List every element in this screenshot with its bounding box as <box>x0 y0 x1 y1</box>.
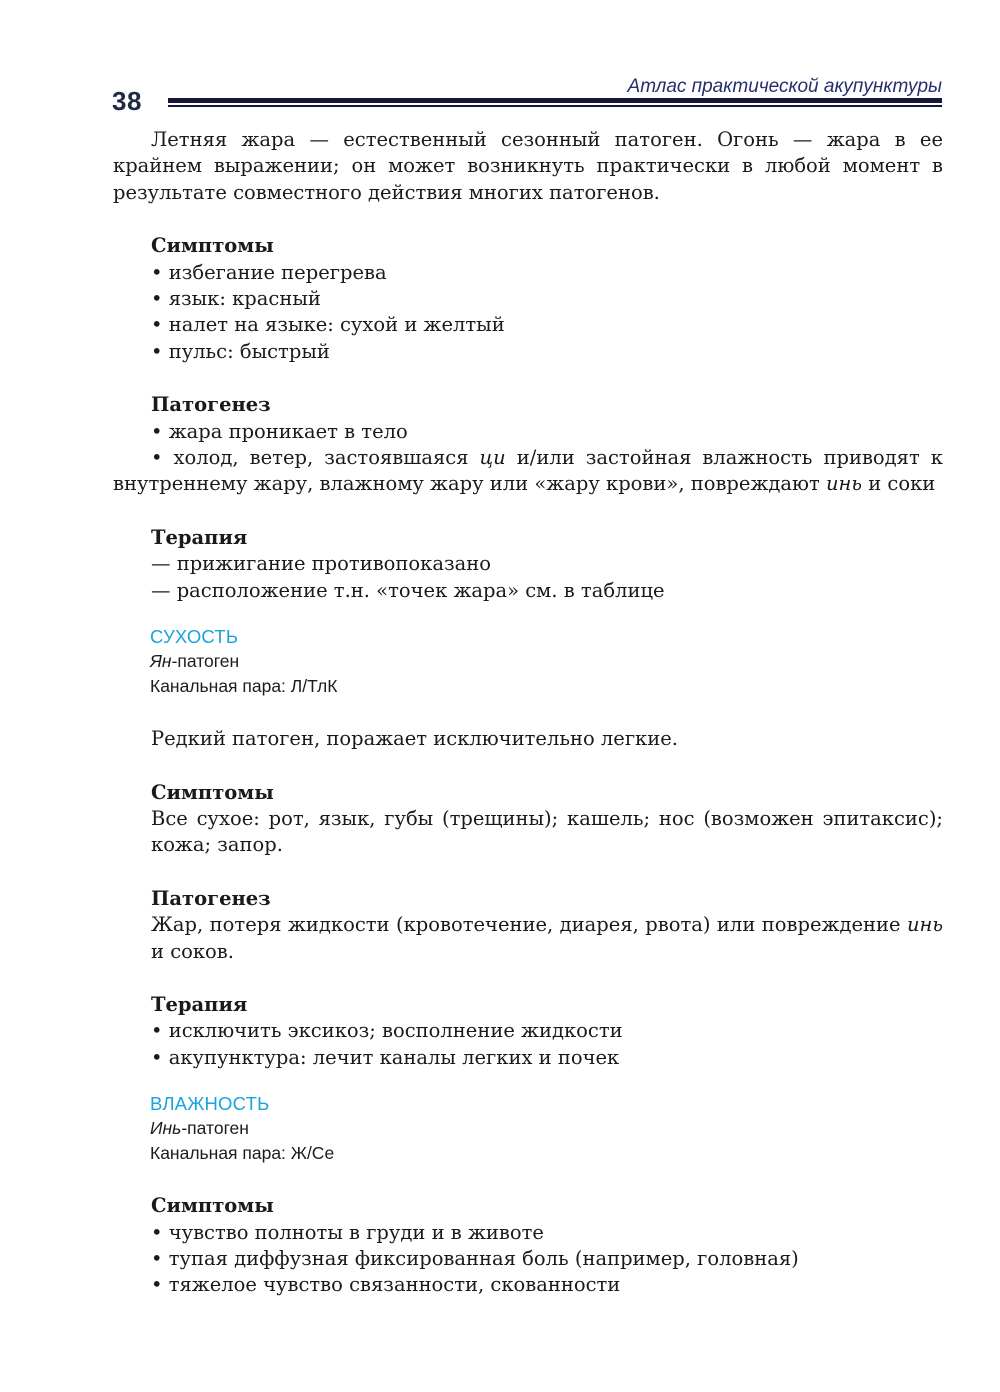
list-item: • язык: красный <box>151 287 321 311</box>
list-item: • пульс: быстрый <box>151 339 330 363</box>
running-title: Атлас практической акупунктуры <box>627 76 942 97</box>
dampness-channel-pair: Канальная пара: Ж/Се <box>150 1143 335 1164</box>
list-item: • налет на языке: сухой и желтый <box>151 313 505 337</box>
dryness-pathogenesis-heading: Патогенез <box>151 886 271 910</box>
heat-pathogenesis-heading: Патогенез <box>151 393 271 417</box>
dryness-symptoms-text: Все сухое: рот, язык, губы (трещины); кашель; нос (возможен эпитаксис); кожа; запор. <box>151 806 943 857</box>
intro-paragraph: Летняя жара — естественный сезонный патоген. Огонь — жара в ее крайнем выражении; он может возникнуть практически в любой момент в результате совместного действия многих патогенов. <box>113 128 943 204</box>
header-rule <box>168 98 942 108</box>
header-rule-thick <box>168 98 942 103</box>
dampness-symptoms-heading: Симптомы <box>151 1194 274 1218</box>
list-item: • тяжелое чувство связанности, скованности <box>151 1273 621 1297</box>
list-item: — прижигание противопоказано <box>151 552 491 576</box>
list-item: • чувство полноты в груди и в животе <box>151 1220 544 1244</box>
dampness-title: ВЛАЖНОСТЬ <box>150 1093 270 1115</box>
list-item: — расположение т.н. «точек жара» см. в таблице <box>151 578 665 602</box>
dryness-type: Ян-патоген <box>150 651 240 672</box>
heat-therapy-heading: Терапия <box>151 525 248 549</box>
heat-symptoms-heading: Симптомы <box>151 234 274 258</box>
header-rule-thin <box>168 105 942 107</box>
dryness-title: СУХОСТЬ <box>150 626 239 648</box>
page-number: 38 <box>112 86 142 116</box>
list-item: • холод, ветер, застоявшаяся ци и/или застойная влажность приводят к внутреннему жару, влажному жару или «жару крови», повреждают инь и соки <box>113 446 943 496</box>
dampness-section-header <box>113 1091 943 1166</box>
dryness-therapy-heading: Терапия <box>151 992 248 1016</box>
dryness-pathogenesis-text: Жар, потеря жидкости (кровотечение, диарея, рвота) или повреждение инь и соков. <box>151 913 943 963</box>
list-item: • тупая диффузная фиксированная боль (например, головная) <box>151 1246 799 1270</box>
dryness-section-header <box>113 624 943 699</box>
list-item: • жара проникает в тело <box>151 419 408 443</box>
list-item: • акупунктура: лечит каналы легких и почек <box>151 1045 620 1069</box>
dryness-channel-pair: Канальная пара: Л/ТлК <box>150 676 338 697</box>
dryness-symptoms-heading: Симптомы <box>151 780 274 804</box>
list-item: • избегание перегрева <box>151 260 387 284</box>
page-body <box>113 127 943 1299</box>
dampness-type: Инь-патоген <box>150 1118 249 1139</box>
dryness-description: Редкий патоген, поражает исключительно легкие. <box>151 727 678 751</box>
list-item: • исключить эксикоз; восполнение жидкости <box>151 1019 623 1043</box>
